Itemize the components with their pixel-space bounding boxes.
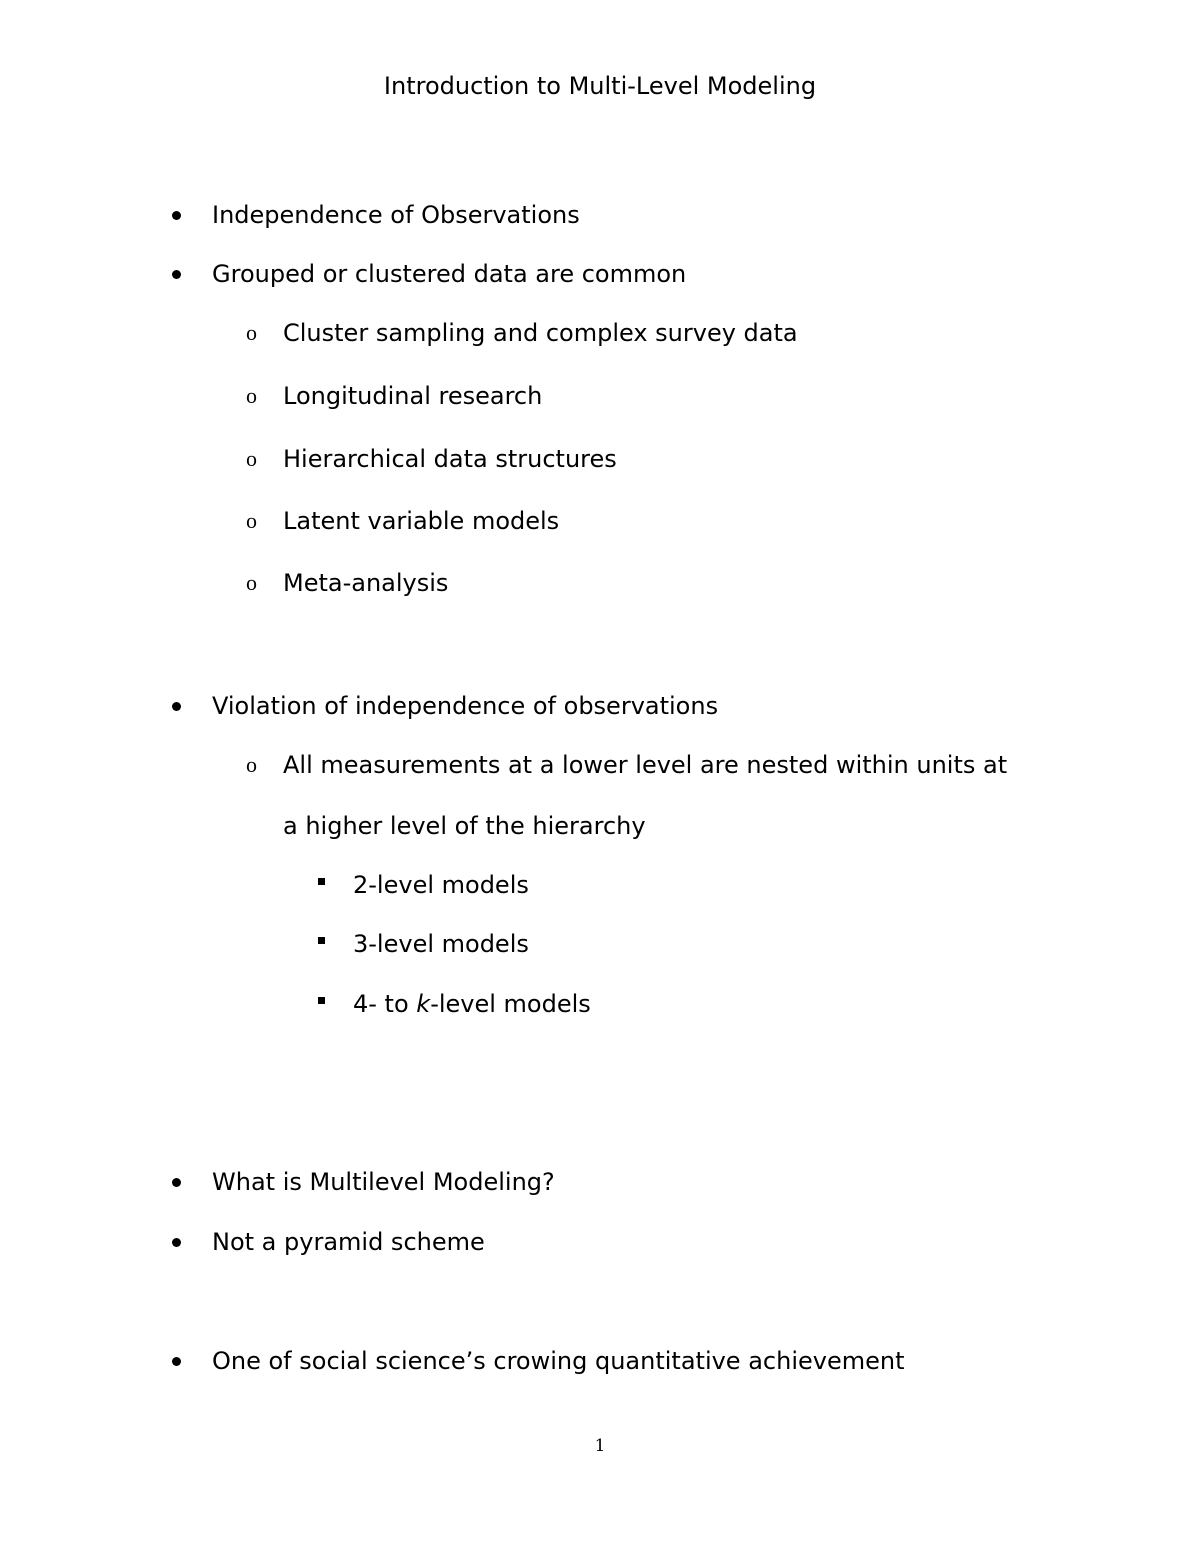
bullet-circle-icon: o: [246, 320, 257, 345]
list-subsubitem-text: 3-level models: [353, 930, 529, 958]
bullet-dot-icon: [172, 690, 192, 722]
bullet-circle-icon: o: [246, 570, 257, 595]
bullet-circle-icon: o: [246, 446, 257, 471]
page-number: 1: [594, 1436, 606, 1456]
bullet-circle-icon: o: [246, 383, 257, 408]
bullet-dot-icon: [172, 258, 192, 290]
list-item-text: Grouped or clustered data are common: [212, 260, 687, 288]
list-item-text: Violation of independence of observations: [212, 692, 719, 720]
bullet-square-icon: [318, 928, 338, 960]
list-item-text: Independence of Observations: [212, 201, 580, 229]
list-subitem-text: All measurements at a lower level are nested within units at: [283, 751, 1008, 779]
list-item-text: One of social science’s crowing quantitative achievement: [212, 1347, 905, 1375]
list-subsubitem-text: 2-level models: [353, 871, 529, 899]
list-subitem-text: Longitudinal research: [283, 382, 543, 410]
bullet-dot-icon: [172, 1166, 192, 1198]
bullet-dot-icon: [172, 199, 192, 231]
list-subitem-text: Latent variable models: [283, 507, 560, 535]
list-subitem-text: Cluster sampling and complex survey data: [283, 319, 798, 347]
list-item-text: Not a pyramid scheme: [212, 1228, 485, 1256]
page-title: Introduction to Multi-Level Modeling: [383, 72, 817, 100]
list-item-text: What is Multilevel Modeling?: [212, 1168, 555, 1196]
list-subitem-text: a higher level of the hierarchy: [283, 812, 646, 840]
list-subsubitem-text: 4- to k-level models: [353, 990, 591, 1018]
bullet-square-icon: [318, 869, 338, 901]
bullet-dot-icon: [172, 1226, 192, 1258]
bullet-circle-icon: o: [246, 752, 257, 777]
bullet-square-icon: [318, 988, 338, 1020]
list-subitem-text: Hierarchical data structures: [283, 445, 617, 473]
bullet-dot-icon: [172, 1345, 192, 1377]
list-subitem-text: Meta-analysis: [283, 569, 449, 597]
bullet-circle-icon: o: [246, 508, 257, 533]
